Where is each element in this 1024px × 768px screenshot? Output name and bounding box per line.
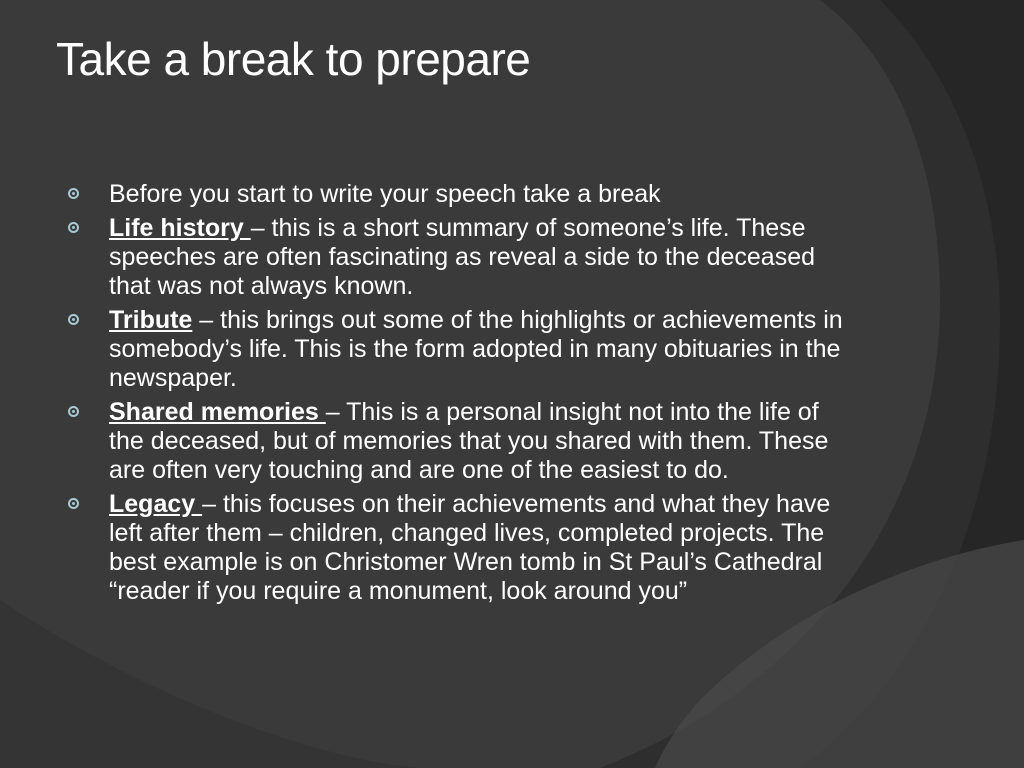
bullet-text: – this brings out some of the highlights or achievements in somebody’s life. This is the form adopted in many obituaries in the newspaper. [109, 306, 843, 392]
slide-title: Take a break to prepare [56, 33, 531, 85]
circle-dot-icon [68, 406, 79, 417]
bullet-term: Life history [109, 214, 251, 242]
circle-dot-icon [68, 314, 79, 325]
bullet-item [68, 180, 858, 209]
circle-dot-icon [68, 222, 79, 233]
bullet-text: – This is a personal insight not into the life of the deceased, but of memories that you shared with them. These are often very touching and are one of the easiest to do. [109, 398, 829, 484]
circle-dot-icon [68, 498, 79, 509]
bullet-item [68, 306, 858, 393]
bullet-item [68, 214, 858, 301]
bullet-text: – this focuses on their achievements and what they have left after them – children, changed lives, completed projects. The best example is on Christomer Wren tomb in St Paul’s Cathedral “reader if you require a monument, look around you” [109, 490, 831, 605]
bullet-term: Shared memories [109, 398, 326, 426]
bullet-term: Tribute [109, 306, 193, 334]
bullet-item [68, 398, 858, 485]
bullet-term: Legacy [109, 490, 203, 518]
bullet-list [68, 180, 858, 611]
circle-dot-icon [68, 188, 79, 199]
bullet-item [68, 490, 858, 606]
bullet-text: Before you start to write your speech take a break [109, 180, 661, 208]
bullet-text: – this is a short summary of someone’s life. These speeches are often fascinating as reveal a side to the deceased that was not always known. [109, 214, 816, 300]
